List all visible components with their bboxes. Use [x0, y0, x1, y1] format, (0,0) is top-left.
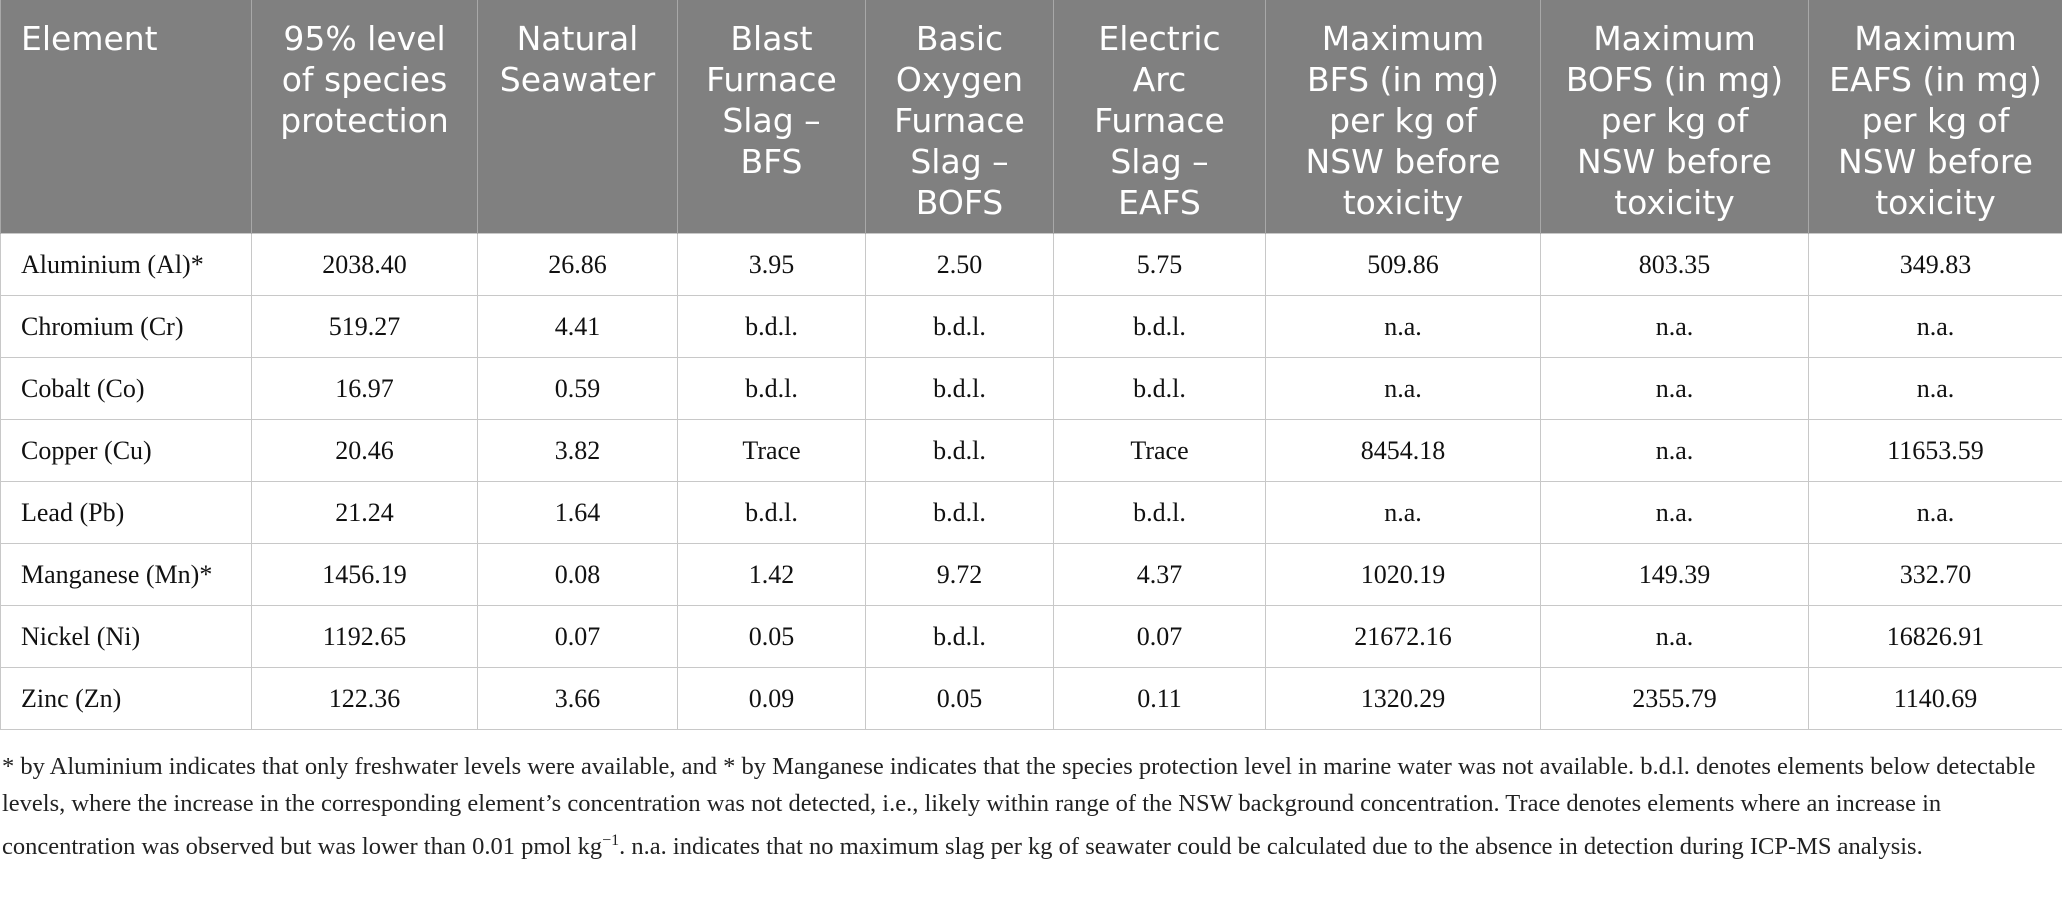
header-row — [1, 0, 2062, 234]
table-cell: 0.05 — [678, 606, 866, 668]
table-cell: n.a. — [1266, 296, 1541, 358]
table-row — [1, 234, 2062, 296]
table-cell: 4.41 — [478, 296, 678, 358]
column-header: Electric Arc Furnace Slag – EAFS — [1054, 0, 1266, 234]
table-cell: n.a. — [1809, 358, 2062, 420]
footnote-text-continued: . n.a. indicates that no maximum slag per kg of seawater could be calculated due to the absence in detection during ICP-MS analysis. — [619, 833, 1923, 861]
column-header: Element — [1, 0, 252, 234]
table-cell: 26.86 — [478, 234, 678, 296]
table-cell: 122.36 — [252, 668, 478, 730]
element-name-cell: Copper (Cu) — [1, 420, 252, 482]
table-row — [1, 296, 2062, 358]
element-name-cell: Lead (Pb) — [1, 482, 252, 544]
footnote-text: * by Aluminium indicates that only freshwater levels were available, and * by Manganese indicates that the species protection level in marine water was not available. b.d.l. denotes elements below detectable levels, where the increase in the corresponding element’s concentration was not detected, i.e., likely within range of the NSW background concentration. Trace denotes elements where an increase in concentration was observed but was lower than 0.01 pmol kg — [2, 753, 2036, 861]
table-cell: 1.42 — [678, 544, 866, 606]
table-cell: 803.35 — [1541, 234, 1809, 296]
table-cell: n.a. — [1266, 482, 1541, 544]
table-cell: 1192.65 — [252, 606, 478, 668]
table-cell: 1320.29 — [1266, 668, 1541, 730]
column-header: Natural Seawater — [478, 0, 678, 234]
table-cell: 16826.91 — [1809, 606, 2062, 668]
column-header: Blast Furnace Slag – BFS — [678, 0, 866, 234]
table-cell: n.a. — [1541, 482, 1809, 544]
table-cell: 0.11 — [1054, 668, 1266, 730]
table-cell: 0.07 — [478, 606, 678, 668]
column-header: Maximum BFS (in mg) per kg of NSW before toxicity — [1266, 0, 1541, 234]
table-cell: 3.95 — [678, 234, 866, 296]
table-cell: 1020.19 — [1266, 544, 1541, 606]
table-cell: b.d.l. — [1054, 296, 1266, 358]
table-row — [1, 544, 2062, 606]
table-body — [1, 234, 2062, 730]
table-cell: n.a. — [1541, 420, 1809, 482]
element-name-cell: Aluminium (Al)* — [1, 234, 252, 296]
table-cell: b.d.l. — [678, 296, 866, 358]
table-cell: 0.09 — [678, 668, 866, 730]
table-cell: b.d.l. — [866, 606, 1054, 668]
table-cell: b.d.l. — [1054, 358, 1266, 420]
table-cell: n.a. — [1266, 358, 1541, 420]
table-cell: 3.82 — [478, 420, 678, 482]
table-cell: 16.97 — [252, 358, 478, 420]
table-cell: 5.75 — [1054, 234, 1266, 296]
column-header: Maximum BOFS (in mg) per kg of NSW before toxicity — [1541, 0, 1809, 234]
table-cell: b.d.l. — [866, 296, 1054, 358]
table-cell: b.d.l. — [866, 482, 1054, 544]
element-name-cell: Zinc (Zn) — [1, 668, 252, 730]
table-cell: n.a. — [1809, 482, 2062, 544]
table-cell: n.a. — [1809, 296, 2062, 358]
table-cell: 8454.18 — [1266, 420, 1541, 482]
table-cell: n.a. — [1541, 296, 1809, 358]
table-cell: b.d.l. — [1054, 482, 1266, 544]
table-cell: 519.27 — [252, 296, 478, 358]
table-cell: 20.46 — [252, 420, 478, 482]
table-row — [1, 420, 2062, 482]
table-cell: Trace — [678, 420, 866, 482]
element-name-cell: Cobalt (Co) — [1, 358, 252, 420]
table-cell: 0.05 — [866, 668, 1054, 730]
table-cell: 509.86 — [1266, 234, 1541, 296]
table-cell: b.d.l. — [678, 358, 866, 420]
column-header: 95% level of species protection — [252, 0, 478, 234]
element-name-cell: Chromium (Cr) — [1, 296, 252, 358]
table-cell: 2355.79 — [1541, 668, 1809, 730]
element-name-cell: Manganese (Mn)* — [1, 544, 252, 606]
table-cell: 0.59 — [478, 358, 678, 420]
table-cell: 3.66 — [478, 668, 678, 730]
table-footnote — [2, 748, 2058, 865]
table-cell: 11653.59 — [1809, 420, 2062, 482]
table-row — [1, 358, 2062, 420]
table-cell: 349.83 — [1809, 234, 2062, 296]
table-cell: 2038.40 — [252, 234, 478, 296]
table-cell: n.a. — [1541, 358, 1809, 420]
column-header: Basic Oxygen Furnace Slag – BOFS — [866, 0, 1054, 234]
table-cell: 1.64 — [478, 482, 678, 544]
column-header: Maximum EAFS (in mg) per kg of NSW before toxicity — [1809, 0, 2062, 234]
table-cell: 149.39 — [1541, 544, 1809, 606]
table-cell: 332.70 — [1809, 544, 2062, 606]
table-cell: Trace — [1054, 420, 1266, 482]
table-cell: 9.72 — [866, 544, 1054, 606]
element-name-cell: Nickel (Ni) — [1, 606, 252, 668]
table-cell: 1456.19 — [252, 544, 478, 606]
table-cell: b.d.l. — [866, 358, 1054, 420]
table-cell: 21.24 — [252, 482, 478, 544]
table-row — [1, 668, 2062, 730]
table-cell: b.d.l. — [678, 482, 866, 544]
table-row — [1, 482, 2062, 544]
table-cell: 4.37 — [1054, 544, 1266, 606]
table-row — [1, 606, 2062, 668]
table-cell: 2.50 — [866, 234, 1054, 296]
table-cell: b.d.l. — [866, 420, 1054, 482]
footnote-unit-exponent: −1 — [602, 832, 620, 849]
table-cell: 21672.16 — [1266, 606, 1541, 668]
table-cell: 0.08 — [478, 544, 678, 606]
table-cell: 0.07 — [1054, 606, 1266, 668]
table-cell: 1140.69 — [1809, 668, 2062, 730]
table-cell: n.a. — [1541, 606, 1809, 668]
